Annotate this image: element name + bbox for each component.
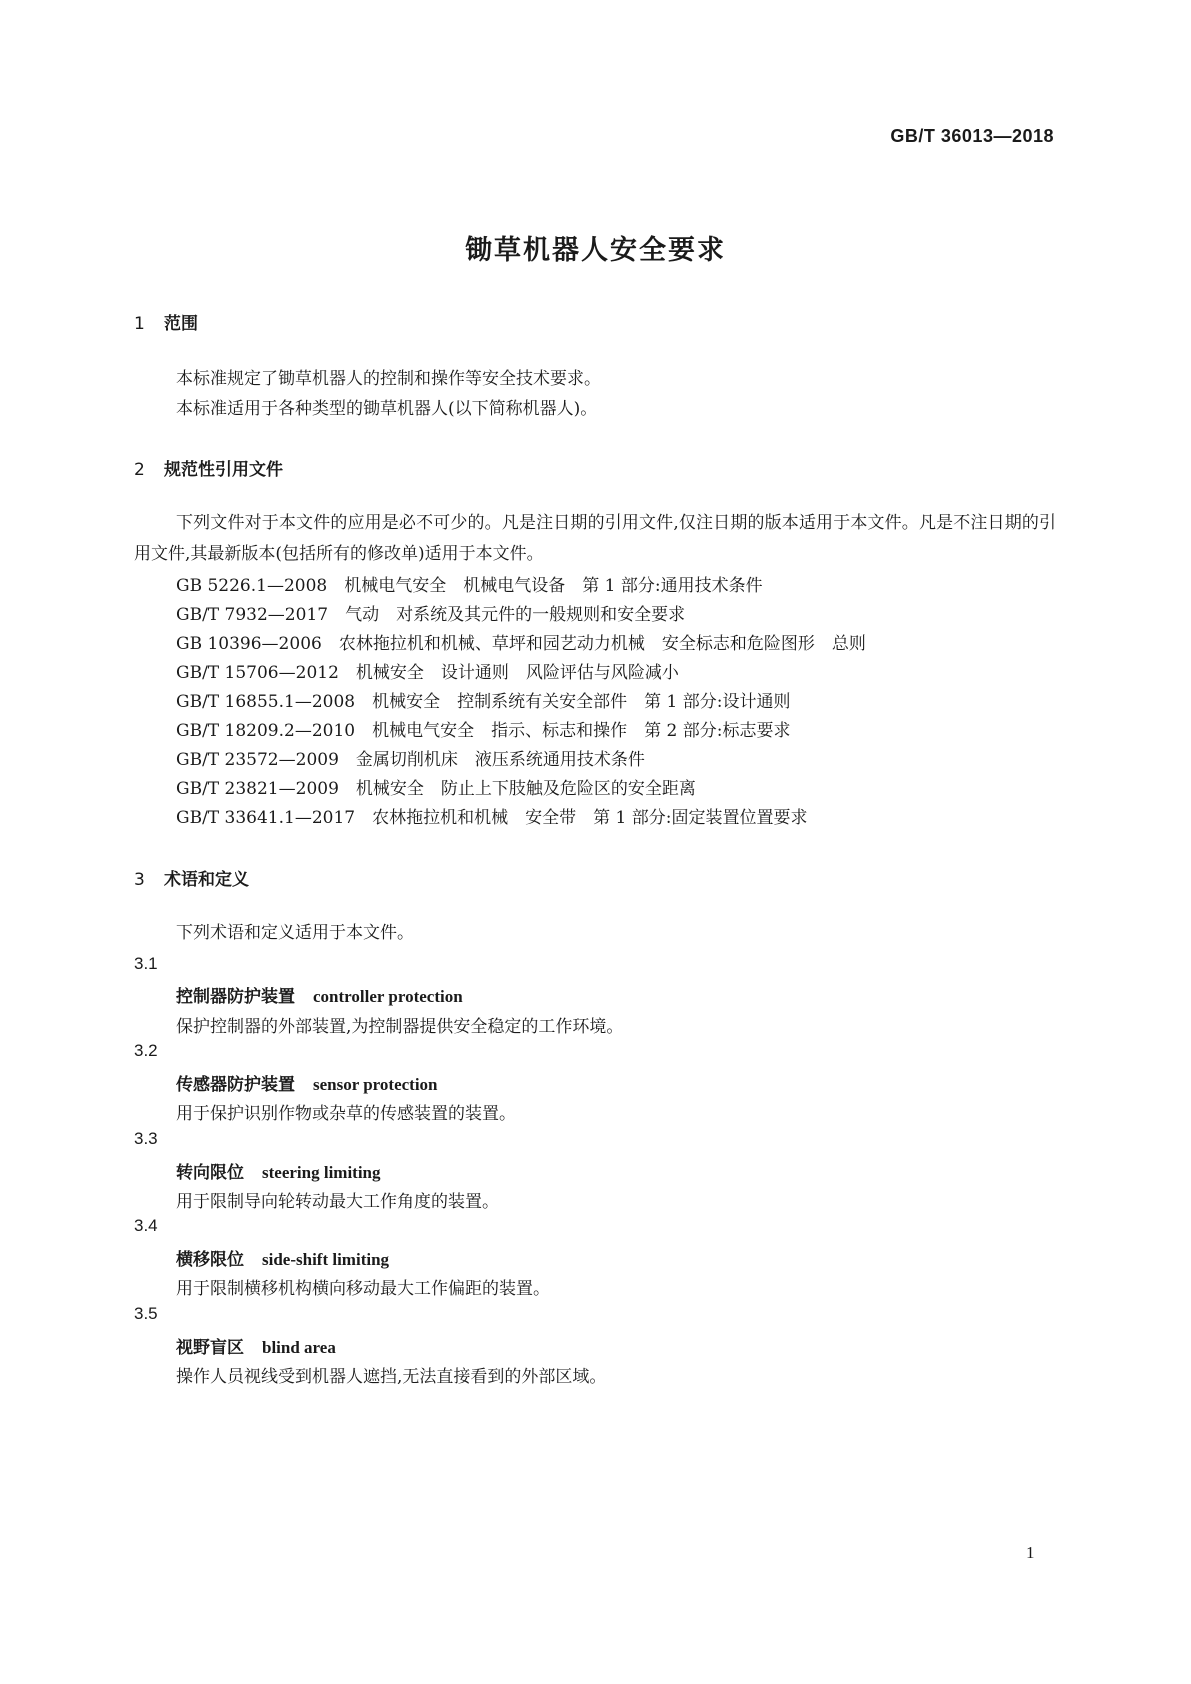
section-heading-terms-definitions (134, 865, 249, 890)
section-number: 1 (134, 314, 145, 334)
paragraph: 下列术语和定义适用于本文件。 (176, 923, 414, 943)
term-zh: 控制器防护装置 (176, 987, 295, 1007)
term-heading (176, 1333, 336, 1358)
term-number: 3.3 (134, 1129, 158, 1148)
term-number: 3.5 (134, 1304, 158, 1323)
reference-item: GB/T 18209.2—2010 机械电气安全 指示、标志和操作 第 2 部分:标志要求 (176, 721, 791, 741)
term-definition: 用于限制导向轮转动最大工作角度的装置。 (176, 1192, 499, 1212)
term-definition: 用于保护识别作物或杂草的传感装置的装置。 (176, 1104, 516, 1124)
term-heading (176, 1245, 389, 1270)
term-zh: 传感器防护装置 (176, 1075, 295, 1095)
reference-item: GB 10396—2006 农林拖拉机和机械、草坪和园艺动力机械 安全标志和危险图形 总则 (176, 634, 866, 654)
paragraph: 下列文件对于本文件的应用是必不可少的。凡是注日期的引用文件,仅注日期的版本适用于本文件。凡是不注日期的引用文件,其最新版本(包括所有的修改单)适用于本文件。 (134, 513, 1056, 564)
term-heading (176, 1070, 438, 1095)
term-en: steering limiting (262, 1163, 381, 1182)
section-title: 范围 (164, 314, 198, 334)
term-number: 3.4 (134, 1216, 158, 1235)
section-number: 2 (134, 460, 145, 480)
term-definition: 用于限制横移机构横向移动最大工作偏距的装置。 (176, 1279, 550, 1299)
section-heading-scope (134, 309, 198, 334)
paragraph: 本标准规定了锄草机器人的控制和操作等安全技术要求。 (176, 369, 601, 389)
page-number: 1 (1026, 1543, 1035, 1562)
term-heading (176, 982, 463, 1007)
term-en: controller protection (313, 987, 463, 1006)
term-number: 3.2 (134, 1041, 158, 1060)
term-en: sensor protection (313, 1075, 438, 1094)
term-definition: 保护控制器的外部装置,为控制器提供安全稳定的工作环境。 (176, 1017, 624, 1037)
term-en: blind area (262, 1338, 336, 1357)
section-number: 3 (134, 870, 145, 890)
reference-item: GB/T 33641.1—2017 农林拖拉机和机械 安全带 第 1 部分:固定装置位置要求 (176, 808, 808, 828)
reference-item: GB/T 16855.1—2008 机械安全 控制系统有关安全部件 第 1 部分:设计通则 (176, 692, 791, 712)
reference-item: GB/T 23821—2009 机械安全 防止上下肢触及危险区的安全距离 (176, 779, 696, 799)
term-zh: 视野盲区 (176, 1338, 244, 1358)
term-zh: 转向限位 (176, 1163, 244, 1183)
reference-item: GB/T 23572—2009 金属切削机床 液压系统通用技术条件 (176, 750, 645, 770)
section-heading-normative-references (134, 455, 283, 480)
paragraph: 本标准适用于各种类型的锄草机器人(以下简称机器人)。 (176, 399, 598, 419)
reference-item: GB/T 15706—2012 机械安全 设计通则 风险评估与风险减小 (176, 663, 679, 683)
reference-item: GB 5226.1—2008 机械电气安全 机械电气设备 第 1 部分:通用技术条件 (176, 576, 763, 596)
term-definition: 操作人员视线受到机器人遮挡,无法直接看到的外部区域。 (176, 1367, 607, 1387)
term-number: 3.1 (134, 954, 158, 973)
section-title: 术语和定义 (164, 870, 249, 890)
term-heading (176, 1158, 381, 1183)
section-title: 规范性引用文件 (164, 460, 283, 480)
term-zh: 横移限位 (176, 1250, 244, 1270)
term-en: side-shift limiting (262, 1250, 390, 1269)
reference-item: GB/T 7932—2017 气动 对系统及其元件的一般规则和安全要求 (176, 605, 686, 625)
document-title: 锄草机器人安全要求 (465, 235, 726, 266)
standard-number: GB/T 36013—2018 (890, 126, 1054, 146)
